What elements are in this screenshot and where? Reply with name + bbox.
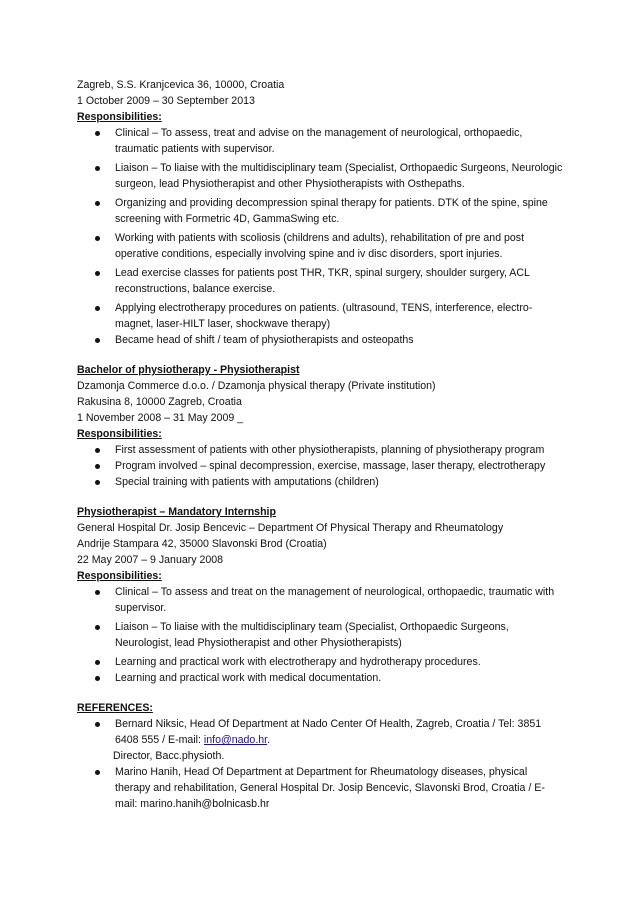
list-item: Learning and practical work with electrotherapy and hydrotherapy procedures. [77, 654, 565, 670]
job3-responsibilities-heading: Responsibilities: [77, 570, 162, 582]
references-title: REFERENCES: [77, 702, 153, 714]
bullet-icon [95, 271, 100, 276]
bullet-icon [95, 338, 100, 343]
job1-address: Zagreb, S.S. Kranjcevica 36, 10000, Croatia [77, 79, 285, 91]
job2-responsibilities-heading: Responsibilities: [77, 428, 162, 440]
job3-section [77, 504, 565, 686]
job3-employer: General Hospital Dr. Josip Bencevic – Department Of Physical Therapy and Rheumatology [77, 522, 504, 534]
job2-employer: Dzamonja Commerce d.o.o. / Dzamonja physical therapy (Private institution) [77, 380, 436, 392]
bullet-icon [95, 448, 100, 453]
list-item: Working with patients with scoliosis (childrens and adults), rehabilitation of pre and post operative conditions, especially involving spine and iv disc disorders, sport injuries. [77, 230, 565, 262]
job2-dates: 1 November 2008 – 31 May 2009 _ [77, 412, 244, 424]
references-section [77, 700, 565, 812]
references-list [77, 716, 565, 748]
list-item: Became head of shift / team of physiotherapists and osteopaths [77, 332, 565, 348]
job3-responsibility-list [77, 584, 565, 686]
bullet-icon [95, 236, 100, 241]
list-item: First assessment of patients with other physiotherapists, planning of physiotherapy program [77, 442, 565, 458]
bullet-icon [95, 306, 100, 311]
job2-responsibility-list [77, 442, 565, 490]
job2-address: Rakusina 8, 10000 Zagreb, Croatia [77, 396, 242, 408]
list-item: Program involved – spinal decompression, exercise, massage, laser therapy, electrotherapy [77, 458, 565, 474]
bullet-icon [95, 676, 100, 681]
job3-title: Physiotherapist – Mandatory Internship [77, 506, 276, 518]
job2-title: Bachelor of physiotherapy - Physiotherapist [77, 364, 300, 376]
resume-page [77, 77, 565, 812]
reference-2-text: Marino Hanih, Head Of Department at Department for Rheumatology diseases, physical therapy and rehabilitation, General Hospital Dr. Josip Bencevic, Slavonski Brod, Croatia / E-mail: marino.hanih@bolnicasb.hr [115, 766, 545, 810]
job1-responsibilities-heading: Responsibilities: [77, 111, 162, 123]
references-list-continued [77, 764, 565, 812]
bullet-icon [95, 660, 100, 665]
job1-responsibility-list [77, 125, 565, 348]
job1-dates: 1 October 2009 – 30 September 2013 [77, 95, 255, 107]
job1-section [77, 77, 565, 348]
reference-1-email-link[interactable]: info@nado.hr [203, 734, 268, 746]
job2-section [77, 362, 565, 490]
reference-1-text: Bernard Niksic, Head Of Department at Nado Center Of Health, Zagreb, Croatia / Tel: 3851 6408 555 / E-mail: [115, 718, 542, 746]
bullet-icon [95, 480, 100, 485]
list-item: Bernard Niksic, Head Of Department at Nado Center Of Health, Zagreb, Croatia / Tel: 3851 6408 555 / E-mail: info@nado.hr. [77, 716, 565, 748]
list-item: Liaison – To liaise with the multidisciplinary team (Specialist, Orthopaedic Surgeons, Neurologic surgeon, lead Physiotherapist and other Physiotherapists with Osthepaths. [77, 160, 565, 192]
bullet-icon [95, 131, 100, 136]
list-item [77, 764, 565, 812]
list-item: Organizing and providing decompression spinal therapy for patients. DTK of the spine, spine screening with Formetric 4D, GammaSwing etc. [77, 195, 565, 227]
list-item: Clinical – To assess and treat on the management of neurological, orthopaedic, traumatic with supervisor. [77, 584, 565, 616]
bullet-icon [95, 166, 100, 171]
job3-dates: 22 May 2007 – 9 January 2008 [77, 554, 224, 566]
job3-address: Andrije Stampara 42, 35000 Slavonski Brod (Croatia) [77, 538, 327, 550]
reference-1-role: Director, Bacc.physioth. [113, 750, 225, 762]
list-item: Applying electrotherapy procedures on patients. (ultrasound, TENS, interference, electro-magnet, laser-HILT laser, shockwave therapy) [77, 300, 565, 332]
list-item: Learning and practical work with medical documentation. [77, 670, 565, 686]
list-item: Clinical – To assess, treat and advise on the management of neurological, orthopaedic, traumatic patients with supervisor. [77, 125, 565, 157]
list-item: Special training with patients with amputations (children) [77, 474, 565, 490]
bullet-icon [95, 722, 100, 727]
bullet-icon [95, 201, 100, 206]
bullet-icon [95, 464, 100, 469]
bullet-icon [95, 625, 100, 630]
bullet-icon [95, 770, 100, 775]
list-item: Lead exercise classes for patients post THR, TKR, spinal surgery, shoulder surgery, ACL reconstructions, balance exercise. [77, 265, 565, 297]
list-item: Liaison – To liaise with the multidisciplinary team (Specialist, Orthopaedic Surgeons, Neurologist, lead Physiotherapist and other Physiotherapists) [77, 619, 565, 651]
bullet-icon [95, 590, 100, 595]
